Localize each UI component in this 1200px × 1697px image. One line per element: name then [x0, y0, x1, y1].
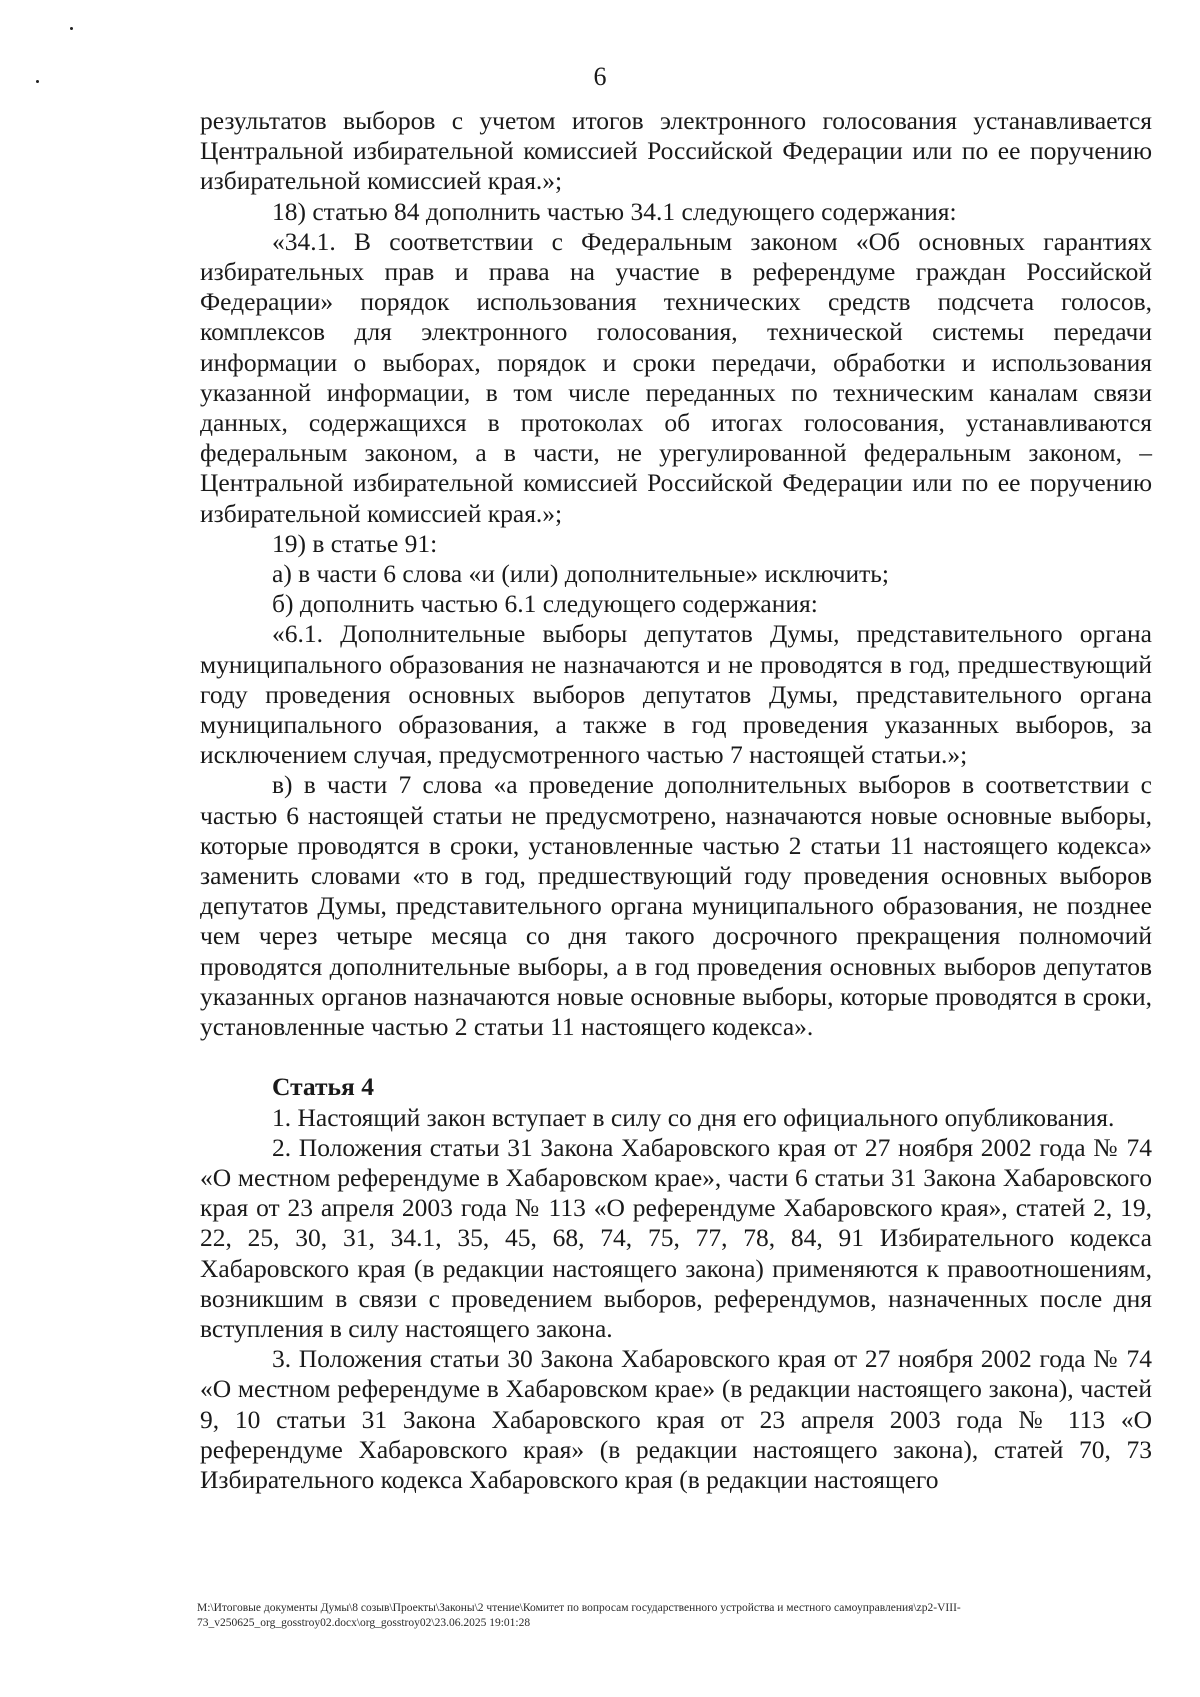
scan-speck — [70, 27, 73, 30]
footer-line: 73_v250625_org_gosstroy02.docx\org_gosstroy02\23.06.2025 19:01:28 — [197, 1617, 531, 1629]
paragraph: результатов выборов с учетом итогов электронного голосования устанавливается Центральной избирательной комиссией Российской Федерации или по ее поручению избирательной комиссией края.»; — [200, 106, 1152, 196]
article-heading: Статья 4 — [272, 1072, 374, 1102]
paragraph: «6.1. Дополнительные выборы депутатов Думы, представительного органа муниципального образования не назначаются и не проводятся в год, предшествующий году проведения основных выборов депутатов Думы, представительного органа муниципального образования, а также в год проведения указанных выборов, за исключением случая, предусмотренного частью 7 настоящей статьи.»; — [200, 619, 1152, 770]
article-paragraph: 2. Положения статьи 31 Закона Хабаровского края от 27 ноября 2002 года № 74 «О местном референдуме в Хабаровском крае», части 6 статьи 31 Закона Хабаровского края от 23 апреля 2003 года № 113 «О референдуме Хабаровского края», статей 2, 19, 22, 25, 30, 31, 34.1, 35, 45, 68, 74, 75, 77, 78, 84, 91 Избирательного кодекса Хабаровского края (в редакции настоящего закона) применяются к правоотношениям, возникшим в связи с проведением выборов, референдумов, назначенных после дня вступления в силу настоящего закона. — [200, 1132, 1152, 1343]
footer-line: М:\Итоговые документы Думы\8 созыв\Проекты\Законы\2 чтение\Комитет по вопросам государственного устройства и местного самоуправления\zp2-VIII- — [197, 1602, 961, 1614]
paragraph: 18) статью 84 дополнить частью 34.1 следующего содержания: — [272, 196, 957, 226]
article-paragraph: 3. Положения статьи 30 Закона Хабаровского края от 27 ноября 2002 года № 74 «О местном референдуме в Хабаровском крае» (в редакции настоящего закона), частей 9, 10 статьи 31 Закона Хабаровского края от 23 апреля 2003 года № 113 «О референдуме Хабаровского края» (в редакции настоящего закона), статей 70, 73 Избирательного кодекса Хабаровского края (в редакции настоящего — [200, 1344, 1152, 1494]
paragraph: б) дополнить частью 6.1 следующего содержания: — [272, 589, 818, 619]
document-body — [200, 106, 1152, 1495]
paragraph: «34.1. В соответствии с Федеральным законом «Об основных гарантиях избирательных прав и права на участие в референдуме граждан Российской Федерации» порядок использования технических средств подсчета голосов, комплексов для электронного голосования, технической системы передачи информации о выборах, порядок и сроки передачи, обработки и использования указанной информации, в том числе переданных по техническим каналам связи данных, содержащихся в протоколах об итогах голосования, устанавливаются федеральным законом, а в части, не урегулированной федеральным законом, – Центральной избирательной комиссией Российской Федерации или по ее поручению избирательной комиссией края.»; — [200, 226, 1152, 528]
page-number: 6 — [593, 62, 607, 91]
article-paragraph: 1. Настоящий закон вступает в силу со дня его официального опубликования. — [272, 1102, 1115, 1132]
file-path-footer — [197, 1601, 1157, 1631]
paragraph: а) в части 6 слова «и (или) дополнительные» исключить; — [272, 559, 890, 589]
paragraph: 19) в статье 91: — [272, 528, 438, 558]
paragraph: в) в части 7 слова «а проведение дополнительных выборов в соответствии с частью 6 настоящей статьи не предусмотрено, назначаются новые основные выборы, которые проводятся в сроки, установленные частью 2 статьи 11 настоящего кодекса» заменить словами «то в год, предшествующий году проведения основных выборов депутатов Думы, представительного органа муниципального образования, не позднее чем через четыре месяца со дня такого досрочного прекращения полномочий проводятся дополнительные выборы, а в год проведения основных выборов депутатов указанных органов назначаются новые основные выборы, которые проводятся в сроки, установленные частью 2 статьи 11 настоящего кодекса». — [200, 770, 1152, 1042]
